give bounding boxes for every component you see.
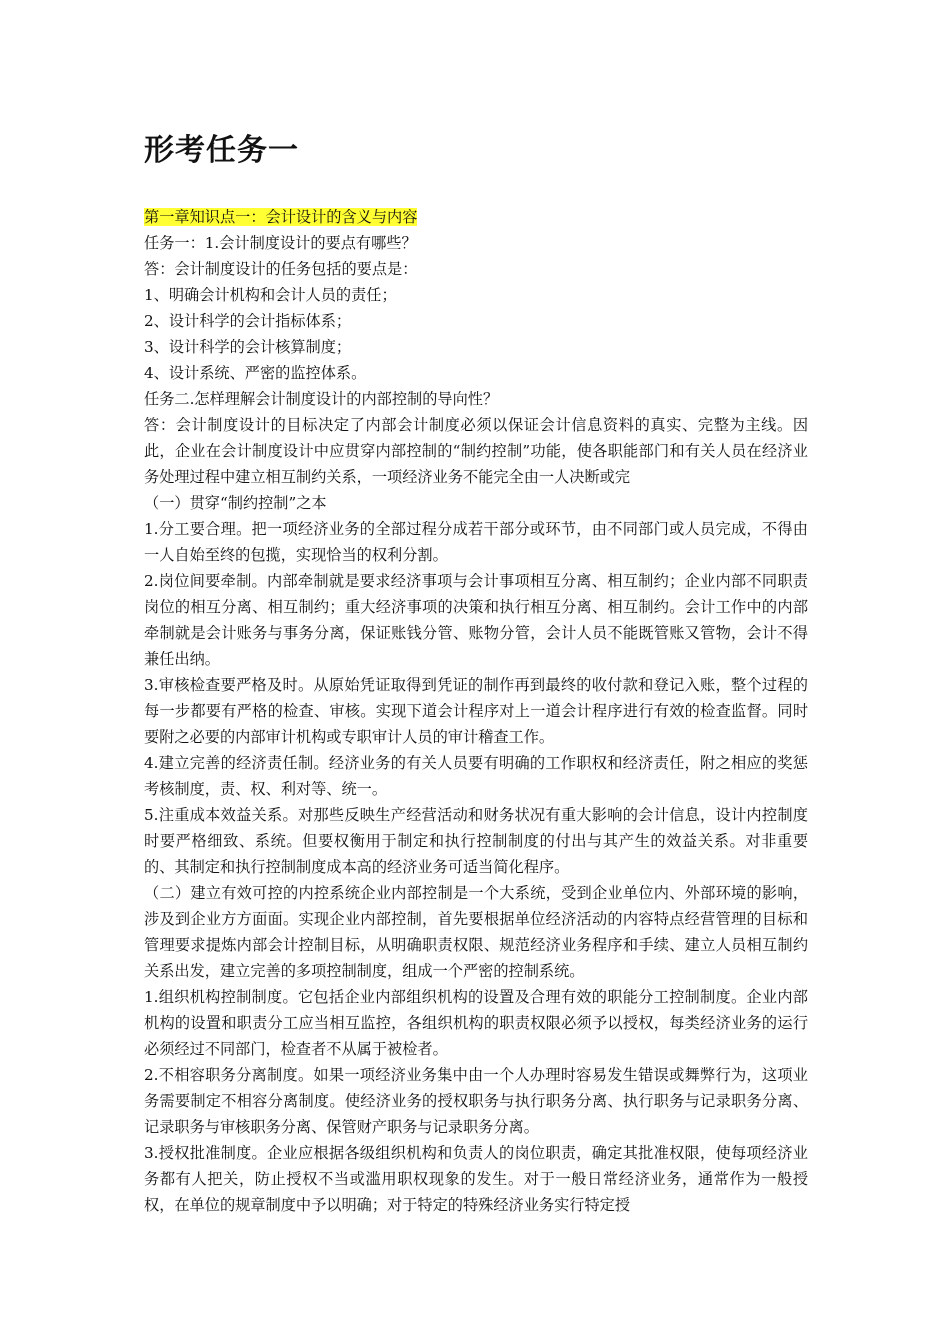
task-two-answer: 答：会计制度设计的目标决定了内部会计制度必须以保证会计信息资料的真实、完整为主线。因此，企业在会计制度设计中应贯穿内部控制的“制约控制”功能，使各职能部门和有关人员在经济业务处理过程中建立相互制约关系，一项经济业务不能完全由一人决断或完 <box>144 416 808 486</box>
subsection-one-item-5: 5.注重成本效益关系。对那些反映生产经营活动和财务状况有重大影响的会计信息，设计内控制度时要严格细致、系统。但要权衡用于制定和执行控制制度的付出与其产生的效益关系。对非重要的、其制定和执行控制制度成本高的经济业务可适当简化程序。 <box>144 806 808 876</box>
subsection-two-item-2: 2.不相容职务分离制度。如果一项经济业务集中由一个人办理时容易发生错误或舞弊行为，这项业务需要制定不相容分离制度。使经济业务的授权职务与执行职务分离、执行职务与记录职务分离、记录职务与审核职务分离、保管财产职务与记录职务分离。 <box>144 1066 808 1136</box>
subsection-two-item-3: 3.授权批准制度。企业应根据各级组织机构和负责人的岗位职责，确定其批准权限，使每项经济业务都有人把关，防止授权不当或滥用职权现象的发生。对于一般日常经济业务，通常作为一般授权，在单位的规章制度中予以明确；对于特定的特殊经济业务实行特定授 <box>144 1144 808 1214</box>
subsection-one-item-4: 4.建立完善的经济责任制。经济业务的有关人员要有明确的工作职权和经济责任，附之相应的奖惩考核制度，责、权、利对等、统一。 <box>144 754 808 798</box>
subsection-one-heading: （一）贯穿“制约控制”之本 <box>144 494 327 512</box>
subsection-one-item-3: 3.审核检查要严格及时。从原始凭证取得到凭证的制作再到最终的收付款和登记入账，整个过程的每一步都要有严格的检查、审核。实现下道会计程序对上一道会计程序进行有效的检查监督。同时要附之必要的内部审计机构或专职审计人员的审计稽查工作。 <box>144 676 808 746</box>
task-one-point-1: 1、明确会计机构和会计人员的责任； <box>144 286 397 304</box>
subsection-one-item-1: 1.分工要合理。把一项经济业务的全部过程分成若干部分或环节，由不同部门或人员完成，不得由一人自始至终的包揽，实现恰当的权利分割。 <box>144 520 808 564</box>
task-one-point-2: 2、设计科学的会计指标体系； <box>144 312 352 330</box>
task-one-question: 任务一：1.会计制度设计的要点有哪些？ <box>144 234 417 252</box>
task-one-point-4: 4、设计系统、严密的监控体系。 <box>144 364 367 382</box>
document-title: 形考任务一 <box>144 133 299 168</box>
section-heading <box>144 204 808 230</box>
subsection-two-item-1: 1.组织机构控制制度。它包括企业内部组织机构的设置及合理有效的职能分工控制制度。企业内部机构的设置和职责分工应当相互监控，各组织机构的职责权限必须予以授权，每类经济业务的运行必须经过不同部门，检查者不从属于被检者。 <box>144 988 808 1058</box>
document-body <box>144 204 808 1218</box>
task-one-answer-intro: 答：会计制度设计的任务包括的要点是： <box>144 260 418 278</box>
subsection-one-item-2: 2.岗位间要牵制。内部牵制就是要求经济事项与会计事项相互分离、相互制约；企业内部不同职责岗位的相互分离、相互制约；重大经济事项的决策和执行相互分离、相互制约。会计工作中的内部牵制就是会计账务与事务分离，保证账钱分管、账物分管，会计人员不能既管账又管物，会计不得兼任出纳。 <box>144 572 808 668</box>
highlighted-section-heading: 第一章知识点一：会计设计的含义与内容 <box>144 208 418 226</box>
task-two-question: 任务二.怎样理解会计制度设计的内部控制的导向性？ <box>144 390 499 408</box>
subsection-two-intro: （二）建立有效可控的内控系统企业内部控制是一个大系统，受到企业单位内、外部环境的影响，涉及到企业方方面面。实现企业内部控制，首先要根据单位经济活动的内容特点经营管理的目标和管理要求提炼内部会计控制目标，从明确职责权限、规范经济业务程序和手续、建立人员相互制约关系出发，建立完善的多项控制制度，组成一个严密的控制系统。 <box>144 884 808 980</box>
task-one-point-3: 3、设计科学的会计核算制度； <box>144 338 352 356</box>
